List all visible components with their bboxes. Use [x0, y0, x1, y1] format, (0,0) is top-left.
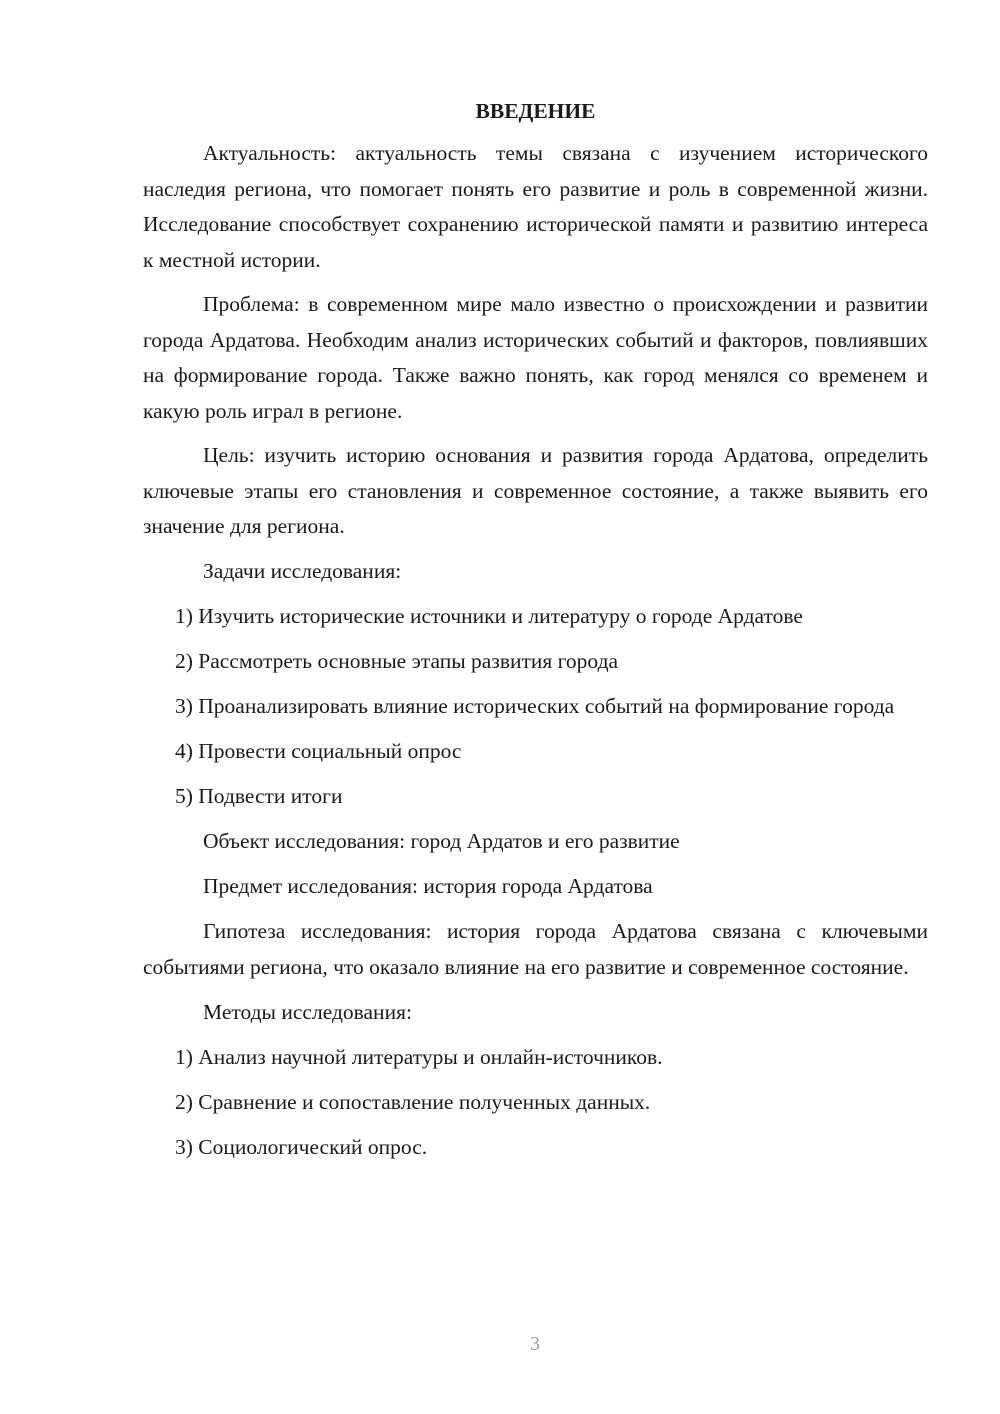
task-item: 5) Подвести итоги	[175, 784, 343, 808]
relevance-paragraph: Актуальность: актуальность темы связана с изучением исторического наследия региона, что помогает понять его развитие и роль в современной жизни. Исследование способствует сохранению исторической памяти и развитию интереса к местной истории.	[143, 141, 928, 272]
task-item: 2) Рассмотреть основные этапы развития города	[175, 649, 619, 673]
goal-paragraph: Цель: изучить историю основания и развития города Ардатова, определить ключевые этапы его становления и современное состояние, а также выявить его значение для региона.	[143, 443, 928, 538]
section-title: ВВЕДЕНИЕ	[475, 99, 596, 123]
problem-paragraph: Проблема: в современном мире мало известно о происхождении и развитии города Ардатова. Необходим анализ исторических событий и факторов, повлиявших на формирование города. Также важно понять, как город менялся со временем и какую роль играл в регионе.	[143, 292, 928, 423]
page-content	[143, 94, 928, 1165]
method-item: 3) Социологический опрос.	[175, 1134, 428, 1159]
hypothesis-paragraph: Гипотеза исследования: история города Ардатова связана с ключевыми событиями региона, что оказало влияние на его развитие и современное состояние.	[143, 919, 928, 979]
task-item: 1) Изучить исторические источники и литературу о городе Ардатове	[175, 604, 803, 628]
tasks-heading: Задачи исследования:	[203, 559, 402, 583]
subject-line: Предмет исследования: история города Ардатова	[203, 874, 653, 898]
method-item: 1) Анализ научной литературы и онлайн-источников.	[175, 1044, 663, 1069]
task-item: 3) Проанализировать влияние исторических событий на формирование города	[175, 694, 895, 718]
page-number: 3	[530, 1333, 540, 1355]
object-line: Объект исследования: город Ардатов и его развитие	[203, 829, 680, 853]
task-item: 4) Провести социальный опрос	[175, 739, 462, 763]
methods-heading: Методы исследования:	[203, 999, 412, 1024]
method-item: 2) Сравнение и сопоставление полученных данных.	[175, 1089, 651, 1114]
